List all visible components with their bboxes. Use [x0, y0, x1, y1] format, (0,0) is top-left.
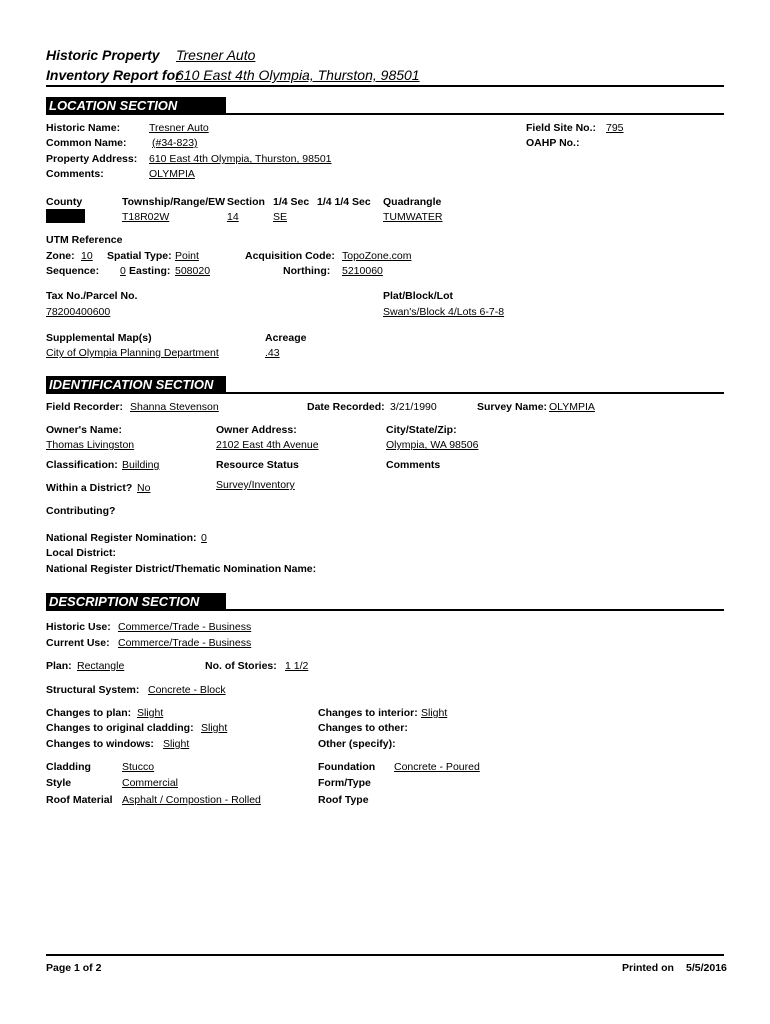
owner-name-label: Owner's Name:	[46, 424, 123, 436]
footer-rule	[46, 954, 724, 956]
supplemental-maps-label: Supplemental Map(s)	[46, 332, 152, 344]
acreage-value: .43	[265, 347, 280, 359]
property-address-value: 610 East 4th Olympia, Thurston, 98501	[149, 153, 332, 165]
page-number: Page 1 of 2	[46, 962, 102, 974]
city-state-zip-label: City/State/Zip:	[386, 424, 457, 436]
id-comments-label: Comments	[386, 459, 441, 471]
sequence-value: 0	[120, 265, 126, 277]
county-label: County	[46, 196, 83, 208]
printed-on-label: Printed on	[622, 962, 674, 974]
cladding-value: Stucco	[122, 761, 155, 773]
spatial-type-value: Point	[175, 250, 199, 262]
local-district-label: Local District:	[46, 547, 117, 559]
plan-value: Rectangle	[77, 660, 125, 672]
description-section-title: DESCRIPTION SECTION	[46, 593, 226, 611]
style-label: Style	[46, 777, 72, 789]
acquisition-code-label: Acquisition Code:	[245, 250, 335, 262]
changes-plan-label: Changes to plan:	[46, 707, 132, 719]
structural-system-label: Structural System:	[46, 684, 140, 696]
township-value: T18R02W	[122, 211, 170, 223]
form-type-label: Form/Type	[318, 777, 371, 789]
stories-value: 1 1/2	[285, 660, 309, 672]
common-name-label: Common Name:	[46, 137, 127, 149]
changes-interior-label: Changes to interior:	[318, 707, 418, 719]
oahp-label: OAHP No.:	[526, 137, 580, 149]
comments-label: Comments:	[46, 168, 104, 180]
changes-windows-value: Slight	[163, 738, 190, 750]
national-register-label: National Register Nomination:	[46, 532, 197, 544]
tax-parcel-label: Tax No./Parcel No.	[46, 290, 138, 302]
cladding-label: Cladding	[46, 761, 91, 773]
plat-block-lot-label: Plat/Block/Lot	[383, 290, 454, 302]
foundation-label: Foundation	[318, 761, 376, 773]
comments-value: OLYMPIA	[149, 168, 195, 180]
roof-type-label: Roof Type	[318, 794, 369, 806]
classification-label: Classification:	[46, 459, 118, 471]
field-recorder-value: Shanna Stevenson	[130, 401, 219, 413]
survey-name-value: OLYMPIA	[549, 401, 595, 413]
property-address-label: Property Address:	[46, 153, 138, 165]
survey-name-label: Survey Name:	[477, 401, 548, 413]
changes-cladding-value: Slight	[201, 722, 228, 734]
section-label: Section	[227, 196, 265, 208]
header-label-2: Inventory Report for	[46, 67, 181, 83]
current-use-label: Current Use:	[46, 637, 110, 649]
roof-material-label: Roof Material	[46, 794, 113, 806]
nr-district-label: National Register District/Thematic Nomination Name:	[46, 563, 317, 575]
section-value: 14	[227, 211, 239, 223]
location-section-rule	[226, 113, 724, 115]
historic-name-value: Tresner Auto	[149, 122, 209, 134]
style-value: Commercial	[122, 777, 179, 789]
within-district-label: Within a District?	[46, 482, 133, 494]
easting-value: 508020	[175, 265, 211, 277]
quarter-sec-value: SE	[273, 211, 288, 223]
acquisition-code-value: TopoZone.com	[342, 250, 412, 262]
common-name-value: (#34-823)	[152, 137, 198, 149]
printed-on-date: 5/5/2016	[686, 962, 727, 974]
plat-block-lot-value: Swan's/Block 4/Lots 6-7-8	[383, 306, 505, 318]
stories-label: No. of Stories:	[205, 660, 277, 672]
historic-use-label: Historic Use:	[46, 621, 111, 633]
header-rule	[46, 85, 724, 87]
quarter-sec-label: 1/4 Sec	[273, 196, 310, 208]
roof-material-value: Asphalt / Compostion - Rolled	[122, 794, 261, 806]
header-label-1: Historic Property	[46, 47, 160, 63]
classification-value: Building	[122, 459, 160, 471]
current-use-value: Commerce/Trade - Business	[118, 637, 252, 649]
changes-plan-value: Slight	[137, 707, 164, 719]
resource-status-label: Resource Status	[216, 459, 299, 471]
field-recorder-label: Field Recorder:	[46, 401, 124, 413]
field-site-value: 795	[606, 122, 624, 134]
identification-section-rule	[226, 392, 724, 394]
date-recorded-label: Date Recorded:	[307, 401, 385, 413]
field-site-label: Field Site No.:	[526, 122, 597, 134]
owner-name-value: Thomas Livingston	[46, 439, 135, 451]
date-recorded-value: 3/21/1990	[390, 401, 437, 413]
plan-label: Plan:	[46, 660, 72, 672]
location-section-title: LOCATION SECTION	[46, 97, 226, 115]
quadrangle-value: TUMWATER	[383, 211, 443, 223]
township-label: Township/Range/EW	[122, 196, 226, 208]
other-specify-label: Other (specify):	[318, 738, 396, 750]
header-value-1: Tresner Auto	[176, 47, 256, 63]
owner-address-value: 2102 East 4th Avenue	[216, 439, 319, 451]
contributing-label: Contributing?	[46, 505, 116, 517]
zone-value: 10	[81, 250, 93, 262]
changes-other-label: Changes to other:	[318, 722, 408, 734]
city-state-zip-value: Olympia, WA 98506	[386, 439, 479, 451]
quadrangle-label: Quadrangle	[383, 196, 442, 208]
changes-windows-label: Changes to windows:	[46, 738, 154, 750]
easting-label: Easting:	[129, 265, 171, 277]
supplemental-maps-value: City of Olympia Planning Department	[46, 347, 219, 359]
header-value-2: 610 East 4th Olympia, Thurston, 98501	[176, 67, 420, 83]
tax-parcel-value: 78200400600	[46, 306, 111, 318]
resource-status-value: Survey/Inventory	[216, 479, 295, 491]
owner-address-label: Owner Address:	[216, 424, 297, 436]
historic-name-label: Historic Name:	[46, 122, 121, 134]
changes-cladding-label: Changes to original cladding:	[46, 722, 194, 734]
northing-label: Northing:	[283, 265, 331, 277]
within-district-value: No	[137, 482, 151, 494]
county-redacted	[46, 209, 85, 223]
sequence-label: Sequence:	[46, 265, 100, 277]
quarter-quarter-sec-label: 1/4 1/4 Sec	[317, 196, 371, 208]
zone-label: Zone:	[46, 250, 75, 262]
changes-interior-value: Slight	[421, 707, 448, 719]
structural-system-value: Concrete - Block	[148, 684, 226, 696]
historic-use-value: Commerce/Trade - Business	[118, 621, 252, 633]
acreage-label: Acreage	[265, 332, 307, 344]
national-register-value: 0	[201, 532, 207, 544]
description-section-rule	[226, 609, 724, 611]
utm-label: UTM Reference	[46, 234, 123, 246]
foundation-value: Concrete - Poured	[394, 761, 480, 773]
identification-section-title: IDENTIFICATION SECTION	[46, 376, 226, 394]
spatial-type-label: Spatial Type:	[107, 250, 172, 262]
northing-value: 5210060	[342, 265, 383, 277]
